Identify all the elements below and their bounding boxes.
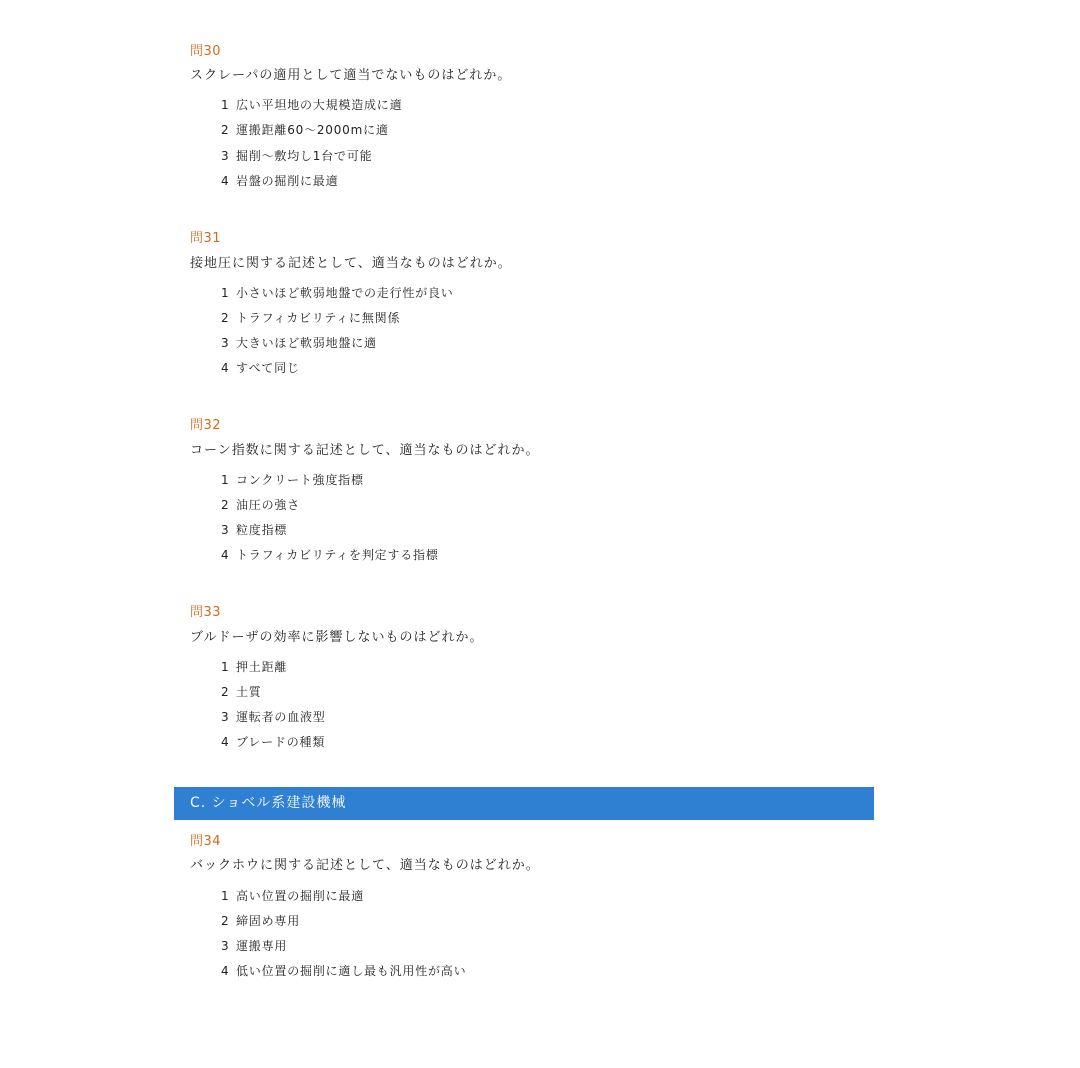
question-32-option-1 xyxy=(221,473,364,488)
question-33-option-2 xyxy=(221,685,262,700)
question-34-option-3 xyxy=(221,939,287,954)
question-31-text: 接地圧に関する記述として、適当なものはどれか。 xyxy=(190,256,512,271)
question-32-option-2 xyxy=(221,498,300,513)
option-number: 4 xyxy=(221,361,230,375)
option-number: 3 xyxy=(221,336,230,350)
option-text: すべて同じ xyxy=(236,361,300,375)
question-30-label: 問30 xyxy=(190,44,222,59)
option-number: 2 xyxy=(221,311,230,325)
question-30-option-1 xyxy=(221,98,402,113)
option-number: 1 xyxy=(221,286,230,300)
question-30-option-2 xyxy=(221,123,389,138)
option-text: 岩盤の掘削に最適 xyxy=(236,174,339,188)
option-number: 2 xyxy=(221,685,230,699)
option-number: 3 xyxy=(221,523,230,537)
option-text: 運搬専用 xyxy=(236,939,288,953)
option-number: 4 xyxy=(221,174,230,188)
option-text: コンクリート強度指標 xyxy=(236,473,364,487)
question-34-option-1 xyxy=(221,889,364,904)
option-number: 3 xyxy=(221,149,230,163)
option-text: 粒度指標 xyxy=(236,523,288,537)
question-31-option-3 xyxy=(221,336,377,351)
question-30-option-4 xyxy=(221,174,338,189)
option-number: 3 xyxy=(221,710,230,724)
option-text: 広い平坦地の大規模造成に適 xyxy=(236,98,403,112)
question-31-option-4 xyxy=(221,361,300,376)
option-number: 1 xyxy=(221,660,230,674)
option-text: 油圧の強さ xyxy=(236,498,301,512)
question-33-option-1 xyxy=(221,660,287,675)
question-32-text: コーン指数に関する記述として、適当なものはどれか。 xyxy=(190,443,540,458)
question-34-label: 問34 xyxy=(190,834,222,849)
option-number: 4 xyxy=(221,964,230,978)
question-33-text: ブルドーザの効率に影響しないものはどれか。 xyxy=(190,630,484,645)
option-number: 2 xyxy=(221,123,230,137)
question-33-option-3 xyxy=(221,710,326,725)
option-text: 運転者の血液型 xyxy=(236,710,326,724)
option-number: 4 xyxy=(221,735,230,749)
option-number: 1 xyxy=(221,889,230,903)
option-number: 2 xyxy=(221,498,230,512)
question-31-label: 問31 xyxy=(190,231,222,246)
option-text: 大きいほど軟弱地盤に適 xyxy=(236,336,377,350)
option-text: 低い位置の掘削に適し最も汎用性が高い xyxy=(236,964,467,978)
option-text: トラフィカビリティに無関係 xyxy=(236,311,401,325)
section-header: C. ショベル系建設機械 xyxy=(174,787,874,820)
option-text: 運搬距離60～2000mに適 xyxy=(236,123,389,137)
option-text: 小さいほど軟弱地盤での走行性が良い xyxy=(236,286,454,300)
option-text: 掘削～敷均し1台で可能 xyxy=(236,149,373,163)
option-number: 1 xyxy=(221,473,230,487)
question-31-option-2 xyxy=(221,311,400,326)
question-34-option-2 xyxy=(221,914,300,929)
option-text: 高い位置の掘削に最適 xyxy=(236,889,365,903)
question-33-label: 問33 xyxy=(190,605,222,620)
question-34-text: バックホウに関する記述として、適当なものはどれか。 xyxy=(190,858,540,873)
question-32-label: 問32 xyxy=(190,418,222,433)
option-text: 土質 xyxy=(236,685,262,699)
question-32-option-4 xyxy=(221,548,439,563)
question-30-text: スクレーパの適用として適当でないものはどれか。 xyxy=(190,68,512,83)
option-number: 3 xyxy=(221,939,230,953)
question-31-option-1 xyxy=(221,286,454,301)
option-text: 締固め専用 xyxy=(236,914,301,928)
option-number: 1 xyxy=(221,98,230,112)
option-number: 2 xyxy=(221,914,230,928)
option-text: 押土距離 xyxy=(236,660,288,674)
question-30-option-3 xyxy=(221,149,372,164)
option-text: ブレードの種類 xyxy=(236,735,326,749)
question-34-option-4 xyxy=(221,964,466,979)
question-32-option-3 xyxy=(221,523,287,538)
question-33-option-4 xyxy=(221,735,325,750)
option-text: トラフィカビリティを判定する指標 xyxy=(236,548,439,562)
option-number: 4 xyxy=(221,548,230,562)
